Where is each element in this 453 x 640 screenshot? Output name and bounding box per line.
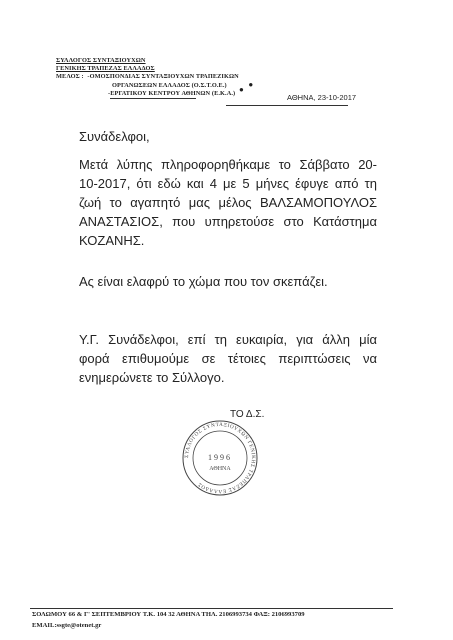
member-label: ΜΕΛΟΣ : [56,73,84,80]
header-underline [110,98,196,99]
paragraph-postscript [79,330,377,387]
paragraph-condolence: Ας είναι ελαφρύ το χώμα που τον σκεπάζει. [79,274,328,289]
stamp-year: 1996 [208,453,232,462]
signature-label: ΤΟ Δ.Σ. [230,409,265,420]
association-name: ΣΥΛΛΟΓΟΣ ΣΥΝΤΑΞΙΟΥΧΩΝ [56,57,146,64]
postscript-line: ενημερώνετε το Σύλλογο. [79,370,225,385]
footer-email: EMAIL:ssgte@otenet.gr [32,622,102,629]
stamp-seal-icon [180,418,260,498]
date-underline [226,105,348,106]
announcement-line: ζωή το αγαπητό μας μέλος ΒΑΛΣΑΜΟΠΟΥΛΟΣ [79,195,377,210]
greeting: Συνάδελφοι, [79,129,150,144]
footer-divider [30,608,393,609]
federation-name: -ΟΜΟΣΠΟΝΔΙΑΣ ΣΥΝΤΑΞΙΟΥΧΩΝ ΤΡΑΠΕΖΙΚΩΝ [87,73,239,80]
announcement-line: 10-2017, ότι εδώ και 4 με 5 μήνες έφυγε από τη [79,176,377,191]
announcement-line: Μετά λύπης πληροφορηθήκαμε το Σάββατο 20- [79,157,377,172]
announcement-line: ΑΝΑΣΤΑΣΙΟΣ, που υπηρετούσε στο Κατάστημα [79,214,377,229]
postscript-line: φορά επιθυμούμε σε τέτοιες περιπτώσεις να [79,351,377,366]
letter-date: ΑΘΗΝΑ, 23-10-2017 [287,93,357,102]
footer-address: ΣΟΛΩΜΟΥ 66 & Γ' ΣΕΠΤΕΜΒΡΙΟΥ Τ.Κ. 104 32 ΑΘΗΝΑ ΤΗΛ. 2106993734 ΦΑΞ: 2106993709 [32,611,305,618]
membership-line-1 [56,73,239,81]
bullet-icon: ● [238,85,244,94]
labour-center-text: -ΕΡΓΑΤΙΚΟΥ ΚΕΝΤΡΟΥ ΑΘΗΝΩΝ (Ε.Κ.Α.) [108,90,236,97]
association-stamp [180,418,260,498]
association-bank-name: ΓΕΝΙΚΗΣ ΤΡΑΠΕΖΑΣ ΕΛΛΑΔΟΣ [56,65,155,72]
stamp-city: ΑΘΗΝΑ [209,466,231,472]
paragraph-announcement [79,155,377,250]
postscript-line: Υ.Γ. Συνάδελφοι, επί τη ευκαιρία, για άλλη μία [79,332,377,347]
federation-abbrev-text: ΟΡΓΑΝΩΣΕΩΝ ΕΛΛΑΔΟΣ (Ο.Σ.Τ.Ο.Ε.) [112,82,227,89]
stamp-ring-text: ΣΥΛΛΟΓΟΣ ΣΥΝΤΑΞΙΟΥΧΩΝ ΓΕΝΙΚΗΣ ΤΡΑΠΕΖΑΣ ΕΛΛΑΔΟΣ [183,421,257,495]
bullet-icon: ● [248,80,254,89]
announcement-line: ΚΟΖΑΝΗΣ. [79,233,145,248]
